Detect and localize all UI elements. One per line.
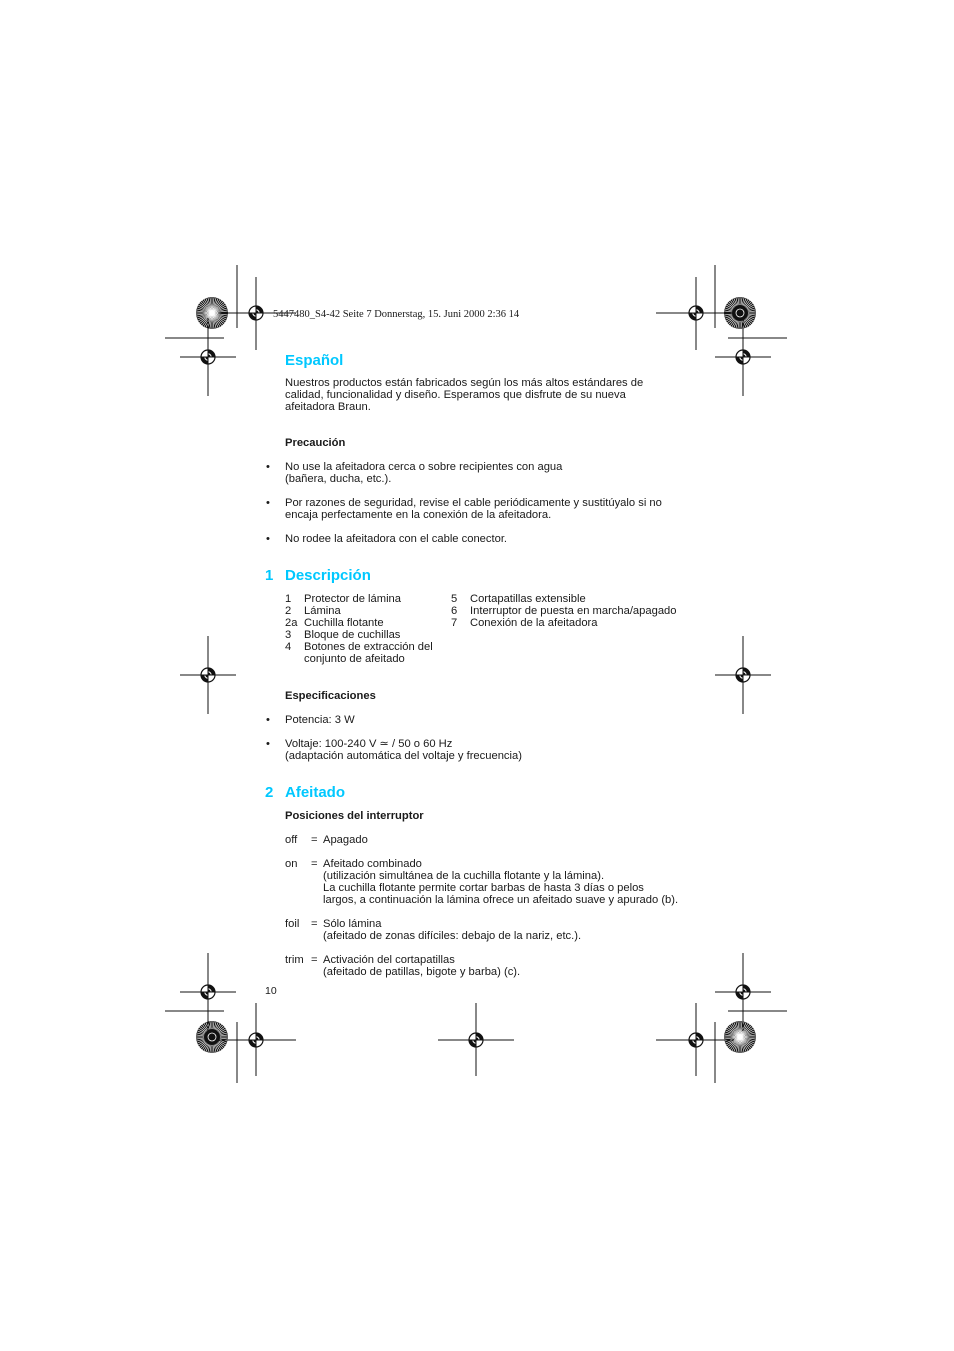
part-item: 4 Botones de extracción del: [285, 641, 433, 653]
position-line: La cuchilla flotante permite cortar barbas de hasta 3 días o pelos: [323, 882, 644, 894]
parts-list-right: [451, 593, 677, 629]
section-number: 1: [265, 567, 274, 584]
position-key: foil: [285, 918, 300, 930]
position-eq: =: [311, 858, 318, 870]
section-title: Descripción: [285, 567, 371, 584]
print-header: 5447480_S4-42 Seite 7 Donnerstag, 15. Juni 2000 2:36 14: [273, 309, 520, 320]
position-line: Afeitado combinado: [323, 858, 422, 870]
intro-paragraph: [285, 377, 643, 413]
bullet-mark: •: [266, 714, 270, 726]
bullet-line: No use la afeitadora cerca o sobre recipientes con agua: [285, 461, 563, 473]
part-item: 1 Protector de lámina: [285, 593, 402, 605]
bullet-mark: •: [266, 461, 270, 473]
switch-position: [285, 954, 705, 978]
specs-title: Especificaciones: [285, 690, 376, 702]
spec-line: Potencia: 3 W: [285, 714, 355, 726]
part-item: 2a Cuchilla flotante: [285, 617, 384, 629]
position-key: off: [285, 834, 298, 846]
switch-position: [285, 918, 705, 942]
page-number: 10: [265, 985, 277, 997]
position-eq: =: [311, 954, 318, 966]
part-item: 6 Interruptor de puesta en marcha/apagado: [451, 605, 677, 617]
bullet-mark: •: [266, 497, 270, 509]
position-line: Sólo lámina: [323, 918, 382, 930]
switch-position: [285, 858, 705, 906]
position-key: on: [285, 858, 298, 870]
part-item: 7 Conexión de la afeitadora: [451, 617, 598, 629]
bullet-mark: •: [266, 738, 270, 750]
bullet-line: (bañera, ducha, etc.).: [285, 473, 392, 485]
position-line: Apagado: [323, 834, 368, 846]
section-title: Afeitado: [285, 784, 345, 801]
switch-positions-title: Posiciones del interruptor: [285, 810, 424, 822]
part-item: 5 Cortapatillas extensible: [451, 593, 586, 605]
position-line: (afeitado de zonas difíciles: debajo de la nariz, etc.).: [323, 930, 582, 942]
intro-line: Nuestros productos están fabricados según los más altos estándares de: [285, 377, 644, 389]
intro-line: calidad, funcionalidad y diseño. Esperamos que disfrute de su nueva: [285, 389, 626, 401]
spec-line: (adaptación automática del voltaje y frecuencia): [285, 750, 522, 762]
part-item: conjunto de afeitado: [304, 653, 405, 665]
bullet-mark: •: [266, 533, 270, 545]
spec-line: Voltaje: 100-240 V ≃ / 50 o 60 Hz: [285, 738, 453, 750]
part-item: 3 Bloque de cuchillas: [285, 629, 401, 641]
page-title: Español: [285, 352, 344, 369]
position-line: (afeitado de patillas, bigote y barba) (c).: [323, 966, 521, 978]
position-line: Activación del cortapatillas: [323, 954, 455, 966]
position-line: largos, a continuación la lámina ofrece un afeitado suave y apurado (b).: [323, 894, 679, 906]
intro-line: afeitadora Braun.: [285, 401, 371, 413]
part-item: 2 Lámina: [285, 605, 341, 617]
switch-position: [285, 834, 705, 846]
spec-bullet: [266, 738, 522, 762]
section-number: 2: [265, 784, 274, 801]
caution-bullet: [266, 533, 508, 545]
bullet-line: encaja perfectamente en la conexión de la afeitadora.: [285, 509, 552, 521]
parts-list-left: [285, 593, 433, 665]
spec-bullet: [266, 714, 355, 726]
caution-bullet: [266, 497, 662, 521]
position-key: trim: [285, 954, 304, 966]
bullet-line: Por razones de seguridad, revise el cable periódicamente y sustitúyalo si no: [285, 497, 662, 509]
position-line: (utilización simultánea de la cuchilla flotante y la lámina).: [323, 870, 605, 882]
position-eq: =: [311, 834, 318, 846]
bullet-line: No rodee la afeitadora con el cable conector.: [285, 533, 508, 545]
caution-title: Precaución: [285, 437, 346, 449]
position-eq: =: [311, 918, 318, 930]
caution-bullet: [266, 461, 563, 485]
